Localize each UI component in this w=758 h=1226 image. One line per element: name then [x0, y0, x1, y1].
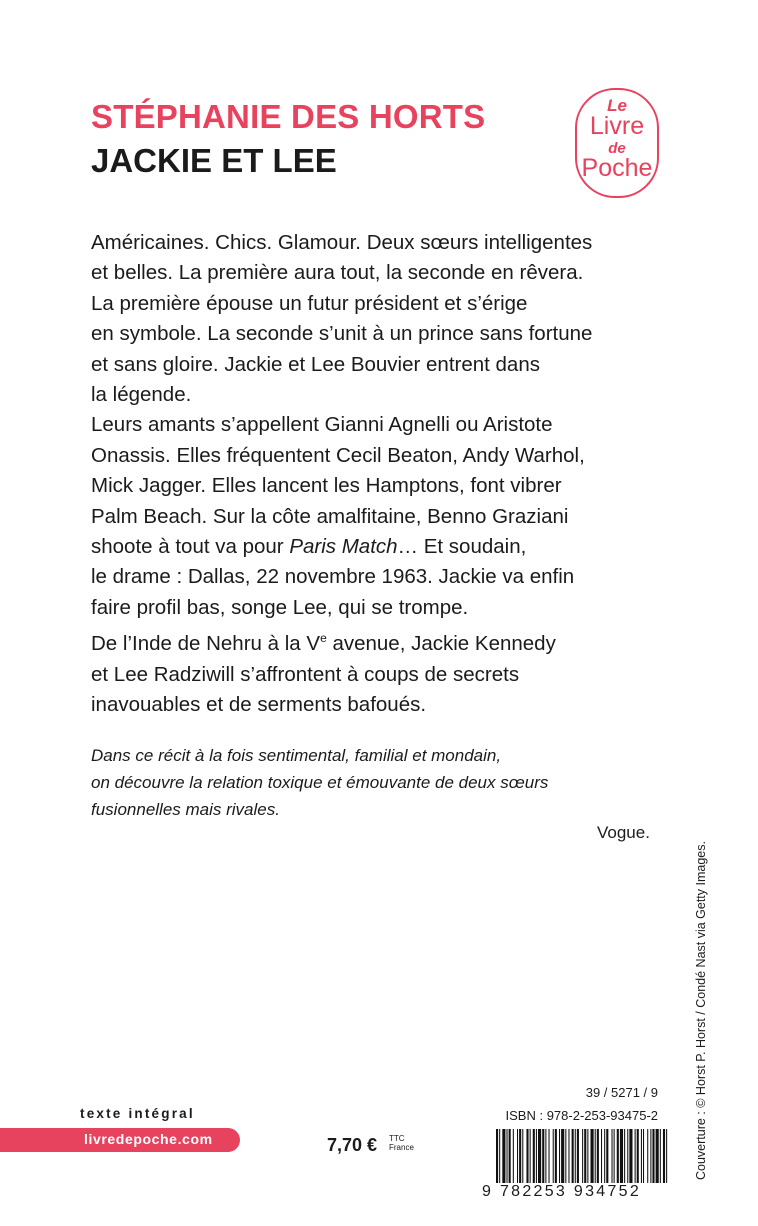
barcode-bar — [533, 1129, 535, 1183]
barcode-bar — [612, 1129, 613, 1183]
barcode-bar — [637, 1129, 639, 1183]
barcode-bar — [656, 1129, 659, 1183]
barcode-bar — [627, 1129, 628, 1183]
website-link[interactable]: livredepoche.com — [84, 1131, 213, 1147]
country-label: France — [389, 1143, 414, 1152]
barcode-bar — [652, 1129, 654, 1183]
texte-integral-label: texte intégral — [80, 1106, 195, 1121]
blurb-line: inavouables et de serments bafoués. — [91, 692, 427, 716]
barcode-bar — [572, 1129, 574, 1183]
barcode-bar — [617, 1129, 619, 1183]
blurb-line: le drame : Dallas, 22 novembre 1963. Jackie va enfin — [91, 565, 575, 589]
barcode-bar — [538, 1129, 541, 1183]
barcode-bar — [666, 1129, 667, 1183]
photo-credit: Couverture : © Horst P. Horst / Condé Nast via Getty Images. — [694, 841, 708, 1180]
press-quote — [91, 742, 671, 823]
blurb-line: et sans gloire. Jackie et Lee Bouvier entrent dans — [91, 352, 540, 376]
blurb-line: Palm Beach. Sur la côte amalfitaine, Benno Graziani — [91, 504, 569, 528]
barcode-bar — [582, 1129, 583, 1183]
logo-text-poche: Poche — [581, 154, 653, 182]
blurb-text-part: De l’Inde de Nehru à la V — [91, 632, 321, 656]
barcode-bar — [635, 1129, 636, 1183]
barcode-bar — [553, 1129, 554, 1183]
barcode-bar — [502, 1129, 505, 1183]
barcode-bar — [565, 1129, 566, 1183]
barcode-bar — [577, 1129, 579, 1183]
barcode-bar — [595, 1129, 596, 1183]
barcode-bar — [643, 1129, 644, 1183]
barcode-bar — [530, 1129, 531, 1183]
blurb-line: faire profil bas, songe Lee, qui se trompe. — [91, 595, 469, 619]
barcode-bar — [561, 1129, 564, 1183]
isbn: ISBN : 978-2-253-93475-2 — [505, 1108, 658, 1123]
barcode-bar — [517, 1129, 518, 1183]
barcode-bar — [555, 1129, 557, 1183]
book-title: JACKIE ET LEE — [91, 142, 337, 179]
blurb-line: Mick Jagger. Elles lancent les Hamptons, font vibrer — [91, 474, 562, 498]
barcode-bar — [545, 1129, 546, 1183]
blurb-line: La première épouse un futur président et s’érige — [91, 291, 528, 315]
price: 7,70 € — [327, 1135, 378, 1155]
blurb-line — [91, 532, 671, 562]
magazine-title: Paris Match — [289, 535, 398, 559]
barcode-bar — [650, 1129, 651, 1183]
catalog-code: 39 / 5271 / 9 — [585, 1085, 658, 1100]
logo-text-le: Le — [607, 96, 627, 115]
barcode-bar — [620, 1129, 623, 1183]
website-banner[interactable] — [0, 1128, 240, 1152]
blurb-line: en symbole. La seconde s’unit à un prince sans fortune — [91, 322, 593, 346]
blurb-line: Onassis. Elles fréquentent Cecil Beaton, Andy Warhol, — [91, 443, 585, 467]
publisher-logo — [575, 88, 659, 198]
barcode-bar — [513, 1129, 514, 1183]
logo-text-de: de — [608, 140, 626, 157]
barcode-bar — [591, 1129, 594, 1183]
quote-line: Dans ce récit à la fois sentimental, familial et mondain, — [91, 746, 502, 765]
blurb-text-part: … Et soudain, — [397, 535, 527, 559]
barcode-bar — [629, 1129, 632, 1183]
blurb-line: Américaines. Chics. Glamour. Deux sœurs intelligentes — [91, 231, 593, 254]
barcode-bar — [526, 1129, 528, 1183]
barcode-bar — [559, 1129, 560, 1183]
barcode-bar — [542, 1129, 544, 1183]
barcode-bar — [496, 1129, 498, 1183]
blurb-text — [91, 228, 671, 720]
barcode-bar — [641, 1129, 642, 1183]
blurb-line: et belles. La première aura tout, la seconde en rêvera. — [91, 261, 584, 285]
ttc-label: TTC — [389, 1134, 405, 1143]
quote-source: Vogue. — [597, 823, 650, 842]
barcode-bar — [575, 1129, 576, 1183]
blurb-line: Leurs amants s’appellent Gianni Agnelli ou Aristote — [91, 413, 553, 437]
barcode-bar — [660, 1129, 661, 1183]
barcode-bar — [519, 1129, 521, 1183]
barcode — [495, 1129, 671, 1187]
barcode-bar — [499, 1129, 500, 1183]
quote-line: on découvre la relation toxique et émouvante de deux sœurs — [91, 773, 549, 792]
barcode-bar — [601, 1129, 602, 1183]
barcode-bar — [647, 1129, 648, 1183]
barcode-bar — [587, 1129, 588, 1183]
barcode-bar — [614, 1129, 615, 1183]
barcode-bar — [584, 1129, 586, 1183]
barcode-bar — [507, 1129, 508, 1183]
barcode-digits: 9 782253 934752 — [482, 1183, 642, 1200]
blurb-line — [91, 623, 671, 659]
blurb-line: et Lee Radziwill s’affrontent à coups de secrets — [91, 662, 520, 686]
barcode-bar — [663, 1129, 665, 1183]
logo-text-livre: Livre — [589, 112, 645, 140]
barcode-bar — [549, 1129, 550, 1183]
barcode-bar — [597, 1129, 599, 1183]
superscript-e: e — [320, 631, 327, 646]
barcode-bar — [606, 1129, 608, 1183]
barcode-bar — [522, 1129, 523, 1183]
barcode-bar — [509, 1129, 511, 1183]
quote-line: fusionnelles mais rivales. — [91, 800, 280, 819]
blurb-text-part: shoote à tout va pour — [91, 535, 290, 559]
barcode-bar — [624, 1129, 625, 1183]
price-tax-note — [389, 1134, 414, 1152]
barcode-bar — [536, 1129, 537, 1183]
author-name: STÉPHANIE DES HORTS — [91, 98, 486, 135]
blurb-text-part: avenue, Jackie Kennedy — [326, 632, 556, 656]
barcode-bar — [568, 1129, 569, 1183]
barcode-bar — [604, 1129, 605, 1183]
blurb-line: la légende. — [91, 383, 192, 407]
